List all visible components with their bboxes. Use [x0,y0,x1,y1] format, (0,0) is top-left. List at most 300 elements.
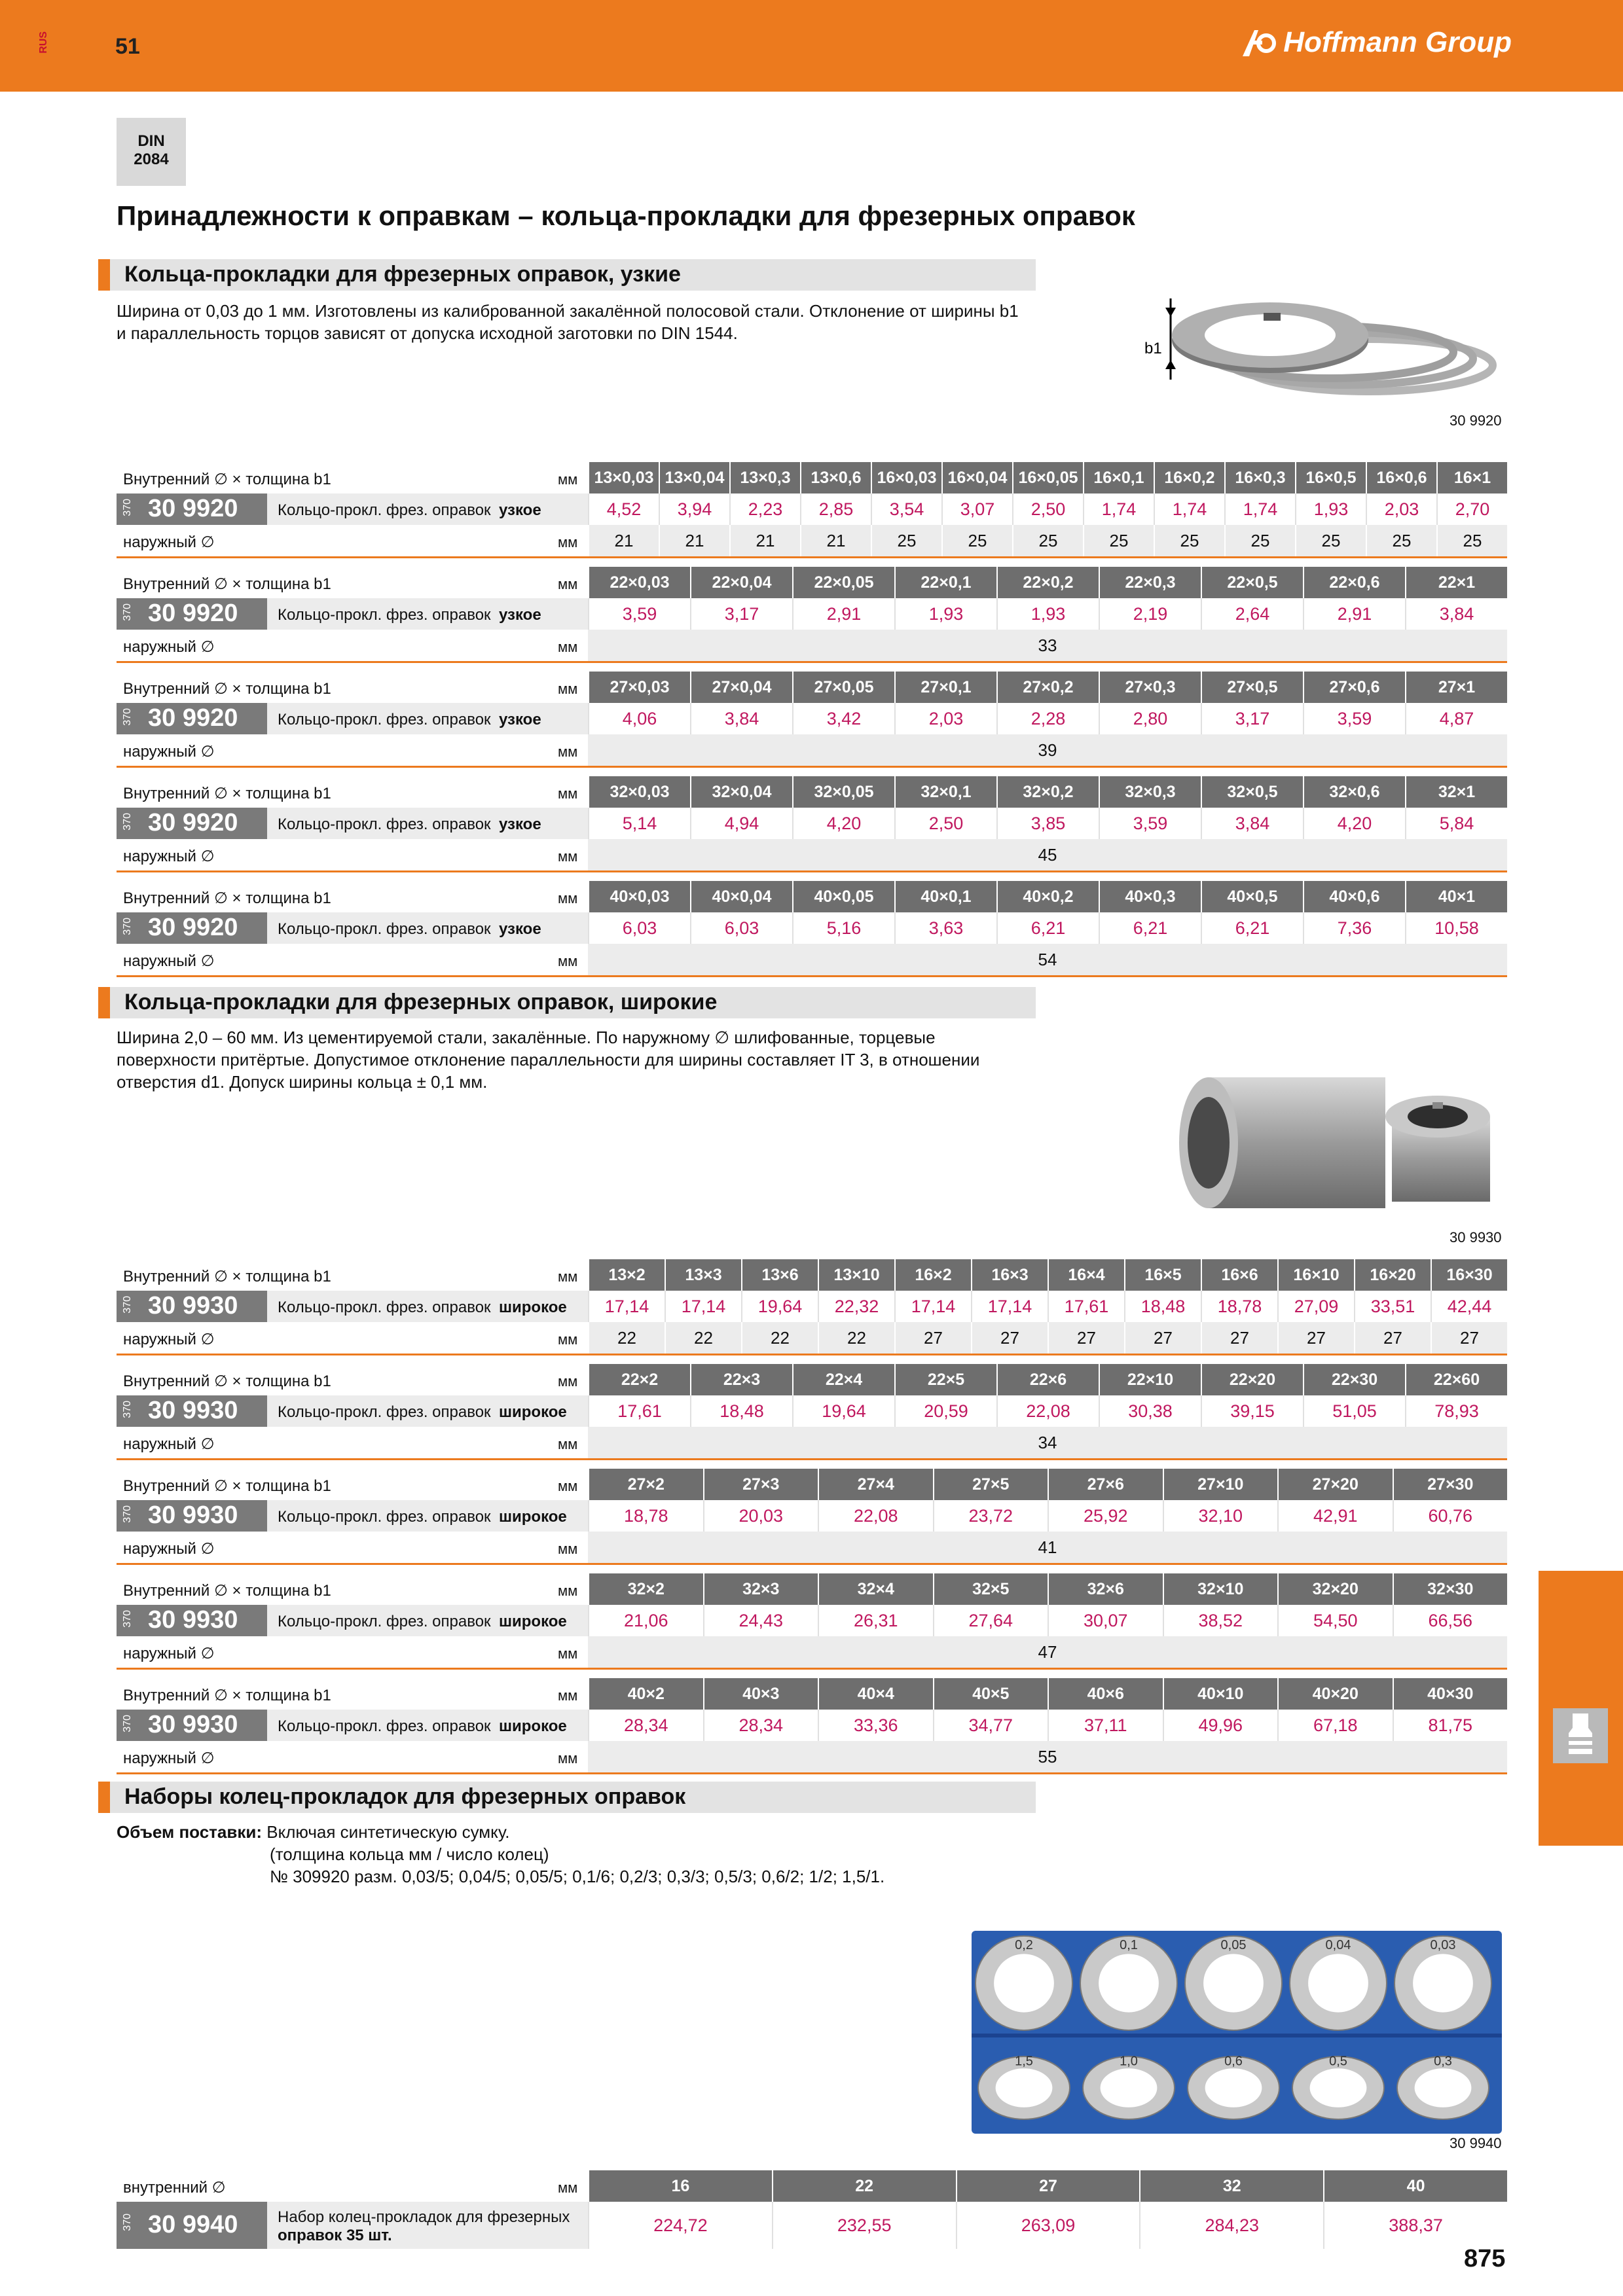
price-cell: 4,20 [1303,808,1405,839]
price-cell: 3,59 [1303,703,1405,734]
size-cell: 16×0,2 [1154,462,1224,493]
section-description: Ширина от 0,03 до 1 мм. Изготовлены из калиброванной закалённой полосовой стали. Отклонение от ширины b1 и параллельность торцов зависят от допуска исходной заготовки по DIN 1544. [117,301,1019,343]
outer-cell: 21 [800,525,871,556]
price-cell: 2,91 [792,598,894,630]
price-cell: 2,64 [1201,598,1303,630]
price-cell: 54,50 [1277,1605,1393,1636]
unit: мм [558,2179,578,2196]
price-cell: 3,94 [659,493,729,525]
size-cell: 22×0,2 [996,567,1099,598]
size-cell: 16×0,3 [1224,462,1295,493]
group-separator [117,766,1507,768]
size-cell: 22×5 [894,1364,996,1395]
price-cell: 24,43 [703,1605,818,1636]
article-number [117,703,267,734]
outer-cell: 54 [1038,950,1057,969]
size-cell: 32×20 [1277,1573,1393,1605]
hoffmann-logo-icon [1240,27,1279,58]
outer-cell: 25 [1366,525,1436,556]
ring-label: 0,04 [1325,1938,1351,1953]
size-cell: 16×0,03 [871,462,941,493]
article-code: 30 9930 [148,1711,238,1738]
unit: мм [558,1645,578,1662]
size-cell: 22×0,05 [792,567,894,598]
size-cell: 16×4 [1048,1259,1124,1291]
size-cell: 27×0,5 [1201,672,1303,703]
product-name: Кольцо-прокл. фрез. оправок [278,1717,491,1735]
set-name-line1: Набор колец-прокладок для фрезерных [278,2208,570,2226]
outer-cell: 25 [1224,525,1295,556]
price-row [117,1605,1507,1636]
outer-diameter-row [117,944,1507,975]
price-cell: 7,36 [1303,912,1405,944]
price-cell: 67,18 [1277,1710,1393,1741]
size-cell: 32×0,1 [894,776,996,808]
outer-cell: 27 [1354,1322,1431,1354]
price-cell: 27,64 [933,1605,1048,1636]
size-cell: 32×0,2 [996,776,1099,808]
size-cell: 40×0,6 [1303,881,1405,912]
size-row [117,1678,1507,1710]
delivery-line3: № 309920 разм. 0,03/5; 0,04/5; 0,05/5; 0,1/6; 0,2/3; 0,3/3; 0,5/3; 0,6/2; 1/2; 1,5/1. [270,1867,885,1886]
unit: мм [558,1373,578,1390]
article-number [117,1500,267,1532]
product-type: широкое [499,1403,567,1421]
price-cell: 224,72 [588,2202,772,2249]
size-row [117,567,1507,598]
section-header-narrow [98,259,1036,291]
label-outer: наружный ∅ [123,638,215,656]
outer-cell: 27 [1201,1322,1277,1354]
size-cell: 13×3 [665,1259,741,1291]
outer-cell: 22 [818,1322,894,1354]
size-cell: 32×0,3 [1099,776,1201,808]
label-inner-thickness: Внутренний ∅ × толщина b1 [123,1372,331,1390]
product-group [117,1573,1507,1668]
image-caption: 30 9930 [1450,1229,1502,1246]
catalog-number: 370 [122,603,133,621]
catalog-number: 370 [122,1401,133,1418]
size-cell: 32×0,04 [690,776,792,808]
size-cell: 16×0,5 [1295,462,1366,493]
size-cell: 16×1 [1436,462,1507,493]
article-number [117,1710,267,1741]
price-cell: 6,03 [690,912,792,944]
image-caption: 30 9940 [1450,2135,1502,2151]
outer-cell: 45 [1038,845,1057,865]
size-cell: 40×2 [588,1678,703,1710]
product-type: узкое [499,920,541,938]
ring-label: 0,03 [1430,1938,1456,1953]
catalog-number: 370 [122,1296,133,1314]
price-cell: 42,44 [1431,1291,1507,1322]
size-cell: 27×0,05 [792,672,894,703]
price-cell: 81,75 [1393,1710,1508,1741]
size-cell: 27×0,2 [996,672,1099,703]
unit: мм [558,1478,578,1494]
catalog-number: 370 [122,708,133,726]
price-cell: 3,54 [871,493,941,525]
size-cell: 22×4 [792,1364,894,1395]
size-cell: 32×4 [818,1573,933,1605]
size-cell: 40×5 [933,1678,1048,1710]
outer-cell: 55 [1038,1747,1057,1767]
price-cell: 30,38 [1099,1395,1201,1427]
size-cell: 16×0,1 [1083,462,1154,493]
price-row [117,808,1507,839]
catalog-number: 370 [122,499,133,516]
outer-cell: 47 [1038,1642,1057,1662]
price-cell: 1,93 [996,598,1099,630]
price-cell: 3,17 [690,598,792,630]
price-cell: 27,09 [1277,1291,1354,1322]
size-cell: 40 [1323,2170,1507,2202]
din-line2: 2084 [134,151,169,168]
group-separator [117,1772,1507,1774]
outer-cell: 33 [1038,636,1057,655]
image-caption: 30 9920 [1450,412,1502,429]
outer-cell: 25 [1012,525,1083,556]
size-cell: 40×0,5 [1201,881,1303,912]
price-cell: 20,03 [703,1500,818,1532]
unit: мм [558,639,578,655]
outer-cell: 21 [588,525,659,556]
size-cell: 40×1 [1405,881,1507,912]
group-separator [117,870,1507,872]
size-cell: 40×0,03 [588,881,690,912]
size-cell: 32×0,03 [588,776,690,808]
unit: мм [558,890,578,906]
page-title: Принадлежности к оправкам – кольца-прокладки для фрезерных оправок [117,200,1135,231]
price-cell: 5,16 [792,912,894,944]
product-group [117,776,1507,870]
size-row [117,672,1507,703]
size-cell: 22×1 [1405,567,1507,598]
price-cell: 22,32 [818,1291,894,1322]
article-code: 30 9930 [148,1292,238,1319]
product-name: Кольцо-прокл. фрез. оправок [278,1299,491,1316]
size-cell: 13×0,3 [729,462,800,493]
price-cell: 33,51 [1354,1291,1431,1322]
unit: мм [558,848,578,865]
price-cell: 2,85 [800,493,871,525]
unit: мм [558,1331,578,1348]
size-cell: 27×2 [588,1469,703,1500]
size-cell: 22×60 [1405,1364,1507,1395]
size-row [117,1469,1507,1500]
article-number [117,808,267,839]
price-cell: 28,34 [588,1710,703,1741]
section-description: Ширина 2,0 – 60 мм. Из цементируемой стали, закалённые. По наружному ∅ шлифованные, торцевые поверхности притёртые. Допустимое отклонение параллельности для ширины составляет IT 3, в отношении отверстия d1. Допуск ширины кольца ± 0,1 мм. [117,1028,980,1092]
outer-cell: 27 [1048,1322,1124,1354]
outer-cell: 22 [741,1322,818,1354]
size-cell: 40×6 [1048,1678,1163,1710]
size-cell: 32×2 [588,1573,703,1605]
size-cell: 32×30 [1393,1573,1508,1605]
label-outer: наружный ∅ [123,743,215,761]
product-name: Кольцо-прокл. фрез. оправок [278,1403,491,1421]
product-type: широкое [499,1717,567,1735]
group-separator [117,556,1507,558]
size-cell: 32×3 [703,1573,818,1605]
price-cell: 1,74 [1224,493,1295,525]
price-cell: 3,84 [1405,598,1507,630]
product-type: узкое [499,606,541,624]
price-cell: 388,37 [1323,2202,1507,2249]
product-group [117,1469,1507,1563]
price-cell: 30,07 [1048,1605,1163,1636]
price-cell: 20,59 [894,1395,996,1427]
unit: мм [558,681,578,697]
size-cell: 40×0,04 [690,881,792,912]
size-cell: 13×0,04 [659,462,729,493]
set-header-row [117,2170,1507,2202]
price-cell: 18,48 [1124,1291,1201,1322]
size-cell: 27 [956,2170,1140,2202]
price-row [117,1395,1507,1427]
price-cell: 4,52 [588,493,659,525]
price-row [117,1710,1507,1741]
size-row [117,462,1507,493]
price-cell: 51,05 [1303,1395,1405,1427]
price-cell: 22,08 [996,1395,1099,1427]
size-cell: 40×30 [1393,1678,1508,1710]
outer-cell: 25 [1154,525,1224,556]
price-cell: 1,93 [1295,493,1366,525]
price-cell: 5,84 [1405,808,1507,839]
size-cell: 27×3 [703,1469,818,1500]
price-cell: 2,03 [1366,493,1436,525]
article-code: 30 9920 [148,914,238,941]
product-type: узкое [499,711,541,728]
section-title: Кольца-прокладки для фрезерных оправок, широкие [124,990,718,1014]
price-cell: 6,21 [1201,912,1303,944]
size-row [117,1573,1507,1605]
unit: мм [558,744,578,760]
article-code: 30 9930 [148,1397,238,1424]
size-cell: 16 [588,2170,772,2202]
delivery-line2: (толщина кольца мм / число колец) [270,1844,549,1864]
size-cell: 40×10 [1163,1678,1278,1710]
size-cell: 40×20 [1277,1678,1393,1710]
size-cell: 32×10 [1163,1573,1278,1605]
price-cell: 49,96 [1163,1710,1278,1741]
catalog-number: 370 [122,1505,133,1523]
article-number [117,493,267,525]
header-page-number: 51 [115,34,140,59]
price-cell: 19,64 [741,1291,818,1322]
size-cell: 13×6 [741,1259,818,1291]
dim-label: b1 [1144,340,1162,357]
section-header-wide [98,987,1036,1018]
size-cell: 22×0,3 [1099,567,1201,598]
size-cell: 27×10 [1163,1469,1278,1500]
product-type: узкое [499,816,541,833]
price-cell: 18,48 [690,1395,792,1427]
outer-diameter-row [117,1427,1507,1458]
price-row [117,912,1507,944]
size-cell: 32×0,5 [1201,776,1303,808]
price-cell: 1,74 [1154,493,1224,525]
size-cell: 22×10 [1099,1364,1201,1395]
product-type: широкое [499,1299,567,1316]
product-group [117,1259,1507,1354]
unit: мм [558,534,578,550]
section-title: Наборы колец-прокладок для фрезерных оправок [124,1784,686,1809]
price-cell: 3,85 [996,808,1099,839]
label-inner: внутренний ∅ [123,2179,226,2197]
size-cell: 32×5 [933,1573,1048,1605]
price-cell: 42,91 [1277,1500,1393,1532]
product-type: узкое [499,501,541,519]
set-price-row [117,2202,1507,2249]
size-cell: 27×20 [1277,1469,1393,1500]
price-cell: 232,55 [772,2202,956,2249]
price-cell: 17,14 [971,1291,1048,1322]
unit: мм [558,576,578,592]
size-cell: 16×2 [894,1259,971,1291]
price-cell: 3,59 [1099,808,1201,839]
unit: мм [558,1436,578,1452]
size-cell: 32×1 [1405,776,1507,808]
section-title: Кольца-прокладки для фрезерных оправок, узкие [124,262,681,287]
outer-cell: 27 [1124,1322,1201,1354]
size-cell: 27×0,1 [894,672,996,703]
size-cell: 22×0,5 [1201,567,1303,598]
size-cell: 32×6 [1048,1573,1163,1605]
size-row [117,776,1507,808]
catalog-number: 370 [122,1715,133,1732]
price-cell: 60,76 [1393,1500,1508,1532]
price-cell: 2,80 [1099,703,1201,734]
price-cell: 3,84 [690,703,792,734]
price-cell: 3,59 [588,598,690,630]
size-cell: 16×0,04 [941,462,1012,493]
unit: мм [558,1583,578,1599]
outer-cell: 21 [659,525,729,556]
label-inner-thickness: Внутренний ∅ × толщина b1 [123,471,331,488]
ring-label: 0,05 [1220,1938,1247,1953]
din-badge [117,118,186,186]
price-cell: 3,42 [792,703,894,734]
catalog-number: 370 [122,1610,133,1628]
label-outer: наружный ∅ [123,1331,215,1348]
outer-cell: 34 [1038,1433,1057,1452]
unit: мм [558,785,578,802]
price-cell: 5,14 [588,808,690,839]
price-cell: 3,07 [941,493,1012,525]
size-cell: 22×6 [996,1364,1099,1395]
unit: мм [558,1541,578,1557]
price-cell: 23,72 [933,1500,1048,1532]
product-name: Кольцо-прокл. фрез. оправок [278,920,491,938]
section-header-sets [98,1782,1036,1813]
price-cell: 32,10 [1163,1500,1278,1532]
label-inner-thickness: Внутренний ∅ × толщина b1 [123,1268,331,1285]
size-cell: 32×0,05 [792,776,894,808]
size-cell: 40×0,1 [894,881,996,912]
group-separator [117,1354,1507,1355]
size-cell: 22×0,1 [894,567,996,598]
article-code: 30 9920 [148,809,238,836]
label-outer: наружный ∅ [123,1645,215,1662]
size-cell: 27×0,3 [1099,672,1201,703]
size-cell: 13×10 [818,1259,894,1291]
size-row [117,881,1507,912]
outer-diameter-row [117,1532,1507,1563]
size-cell: 13×0,03 [588,462,659,493]
group-separator [117,1458,1507,1460]
price-cell: 10,58 [1405,912,1507,944]
price-cell: 18,78 [1201,1291,1277,1322]
label-inner-thickness: Внутренний ∅ × толщина b1 [123,889,331,907]
article-number [117,1605,267,1636]
size-cell: 22×2 [588,1364,690,1395]
catalog-number: 370 [122,813,133,831]
price-cell: 17,61 [1048,1291,1124,1322]
article-number [117,1395,267,1427]
price-row [117,598,1507,630]
label-outer: наружный ∅ [123,533,215,551]
price-cell: 25,92 [1048,1500,1163,1532]
size-cell: 22×20 [1201,1364,1303,1395]
price-row [117,493,1507,525]
price-cell: 17,61 [588,1395,690,1427]
size-cell: 27×0,04 [690,672,792,703]
article-number [117,1291,267,1322]
size-cell: 16×20 [1354,1259,1431,1291]
outer-cell: 39 [1038,740,1057,760]
price-cell: 21,06 [588,1605,703,1636]
price-cell: 6,03 [588,912,690,944]
product-group [117,881,1507,975]
outer-diameter-row [117,1322,1507,1354]
article-number [117,598,267,630]
size-cell: 16×0,6 [1366,462,1436,493]
ring-label: 0,2 [1015,1938,1033,1953]
group-separator [117,975,1507,977]
price-cell: 1,74 [1083,493,1154,525]
size-row [117,1364,1507,1395]
outer-diameter-row [117,734,1507,766]
label-outer: наружный ∅ [123,1749,215,1767]
label-inner-thickness: Внутренний ∅ × толщина b1 [123,680,331,698]
language-code: RUS [38,31,49,54]
size-cell: 40×4 [818,1678,933,1710]
price-cell: 4,87 [1405,703,1507,734]
price-row [117,1500,1507,1532]
size-cell: 40×0,05 [792,881,894,912]
ring-label: 1,0 [1120,2054,1138,2069]
side-tab[interactable] [1539,1571,1623,1846]
product-name: Кольцо-прокл. фрез. оправок [278,711,491,728]
outer-diameter-row [117,839,1507,870]
delivery-label: Объем поставки: [117,1822,263,1842]
unit: мм [558,471,578,488]
set-name-line2: оправок 35 шт. [278,2227,392,2244]
article-code: 30 9930 [148,1606,238,1634]
unit: мм [558,1268,578,1285]
outer-cell: 41 [1038,1537,1057,1557]
label-outer: наружный ∅ [123,952,215,970]
set-table [117,2170,1507,2249]
price-cell: 4,94 [690,808,792,839]
header-bar [0,0,1623,92]
brand-name: Hoffmann Group [1283,26,1512,58]
arbor-icon [1553,1708,1608,1763]
label-outer: наружный ∅ [123,1435,215,1453]
product-name: Кольцо-прокл. фрез. оправок [278,606,491,624]
